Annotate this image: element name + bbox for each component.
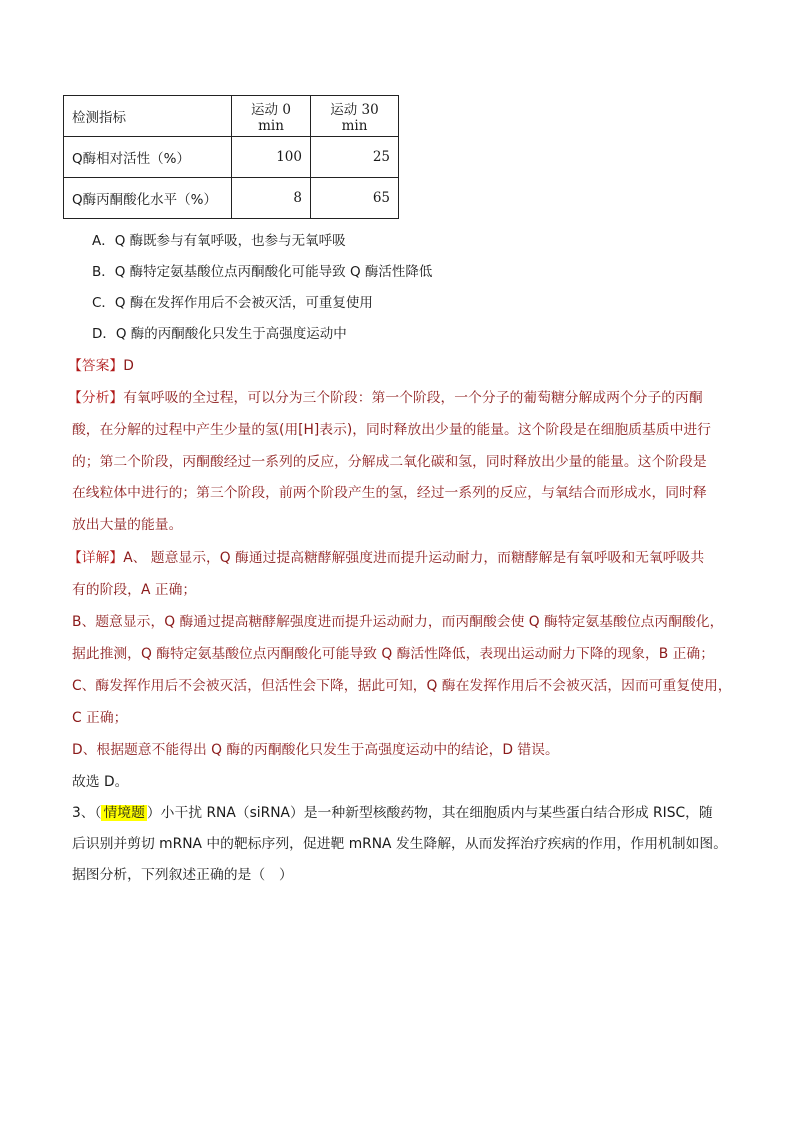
table-header-cell: 运动 30 min [311, 96, 399, 137]
question-3-line: 后识别并剪切 mRNA 中的靶标序列，促进靶 mRNA 发生降解，从而发挥治疗疾病的作用，作用机制如图。 [72, 836, 727, 852]
analysis-line [68, 386, 703, 406]
option-a: A．Q 酶既参与有氧呼吸，也参与无氧呼吸 [92, 233, 346, 249]
question-number: 3、（ [72, 805, 102, 821]
answer-tag: 【答案】 [68, 358, 124, 374]
table-cell: Q酶丙酮酸化水平（%） [64, 178, 232, 219]
detail-line: 据此推测，Q 酶特定氨基酸位点丙酮酸化可能导致 Q 酶活性降低，表现出运动耐力下降的现象，B 正确； [72, 646, 714, 662]
analysis-line: 的；第二个阶段，丙酮酸经过一系列的反应，分解成二氧化碳和氢，同时释放出少量的能量。这个阶段是 [72, 454, 707, 470]
question-3-line [72, 801, 713, 821]
analysis-tag: 【分析】 [68, 390, 124, 406]
analysis-text: 有氧呼吸的全过程，可以分为三个阶段：第一个阶段，一个分子的葡萄糖分解成两个分子的丙酮 [123, 390, 703, 406]
table-header-cell: 检测指标 [64, 96, 232, 137]
answer-line [68, 354, 134, 374]
detail-line: 有的阶段，A 正确； [72, 582, 197, 598]
question-type-tag: 情境题 [103, 805, 145, 821]
detail-line: C 正确； [72, 710, 128, 726]
question-3-line: 据图分析，下列叙述正确的是（ ） [72, 867, 293, 883]
detail-line [68, 546, 704, 566]
detail-line: B、题意显示，Q 酶通过提高糖酵解强度进而提升运动耐力，而丙酮酸会使 Q 酶特定氨基酸位点丙酮酸化， [72, 614, 724, 630]
table-cell: Q酶相对活性（%） [64, 137, 232, 178]
detail-conclusion: 故选 D。 [72, 774, 129, 790]
analysis-line: 酸，在分解的过程中产生少量的氢(用[H]表示)，同时释放出少量的能量。这个阶段是在细胞质基质中进行 [72, 422, 711, 438]
table-cell: 25 [311, 137, 399, 178]
option-b: B．Q 酶特定氨基酸位点丙酮酸化可能导致 Q 酶活性降低 [92, 264, 433, 280]
option-c: C．Q 酶在发挥作用后不会被灭活，可重复使用 [92, 295, 373, 311]
detail-tag: 【详解】 [68, 550, 124, 566]
option-d: D．Q 酶的丙酮酸化只发生于高强度运动中 [92, 326, 347, 342]
answer-value: D [123, 358, 134, 374]
table-cell: 8 [232, 178, 311, 219]
question-text: ）小干扰 RNA（siRNA）是一种新型核酸药物，其在细胞质内与某些蛋白结合形成 RISC，随 [146, 805, 713, 821]
table-header-row [64, 96, 399, 137]
detail-line: D、根据题意不能得出 Q 酶的丙酮酸化只发生于高强度运动中的结论，D 错误。 [72, 742, 559, 758]
detail-text: A、 题意显示，Q 酶通过提高糖酵解强度进而提升运动耐力，而糖酵解是有氧呼吸和无氧呼吸共 [123, 550, 705, 566]
analysis-line: 在线粒体中进行的；第三个阶段，前两个阶段产生的氢，经过一系列的反应，与氧结合而形成水，同时释 [72, 485, 707, 501]
table-cell: 100 [232, 137, 311, 178]
table-row [64, 178, 399, 219]
detail-line: C、酶发挥作用后不会被灭活，但活性会下降，据此可知，Q 酶在发挥作用后不会被灭活，因而可重复使用， [72, 678, 732, 694]
enzyme-data-table [63, 95, 399, 219]
table-row [64, 137, 399, 178]
analysis-line: 放出大量的能量。 [72, 517, 183, 533]
table-cell: 65 [311, 178, 399, 219]
table-header-cell: 运动 0 min [232, 96, 311, 137]
